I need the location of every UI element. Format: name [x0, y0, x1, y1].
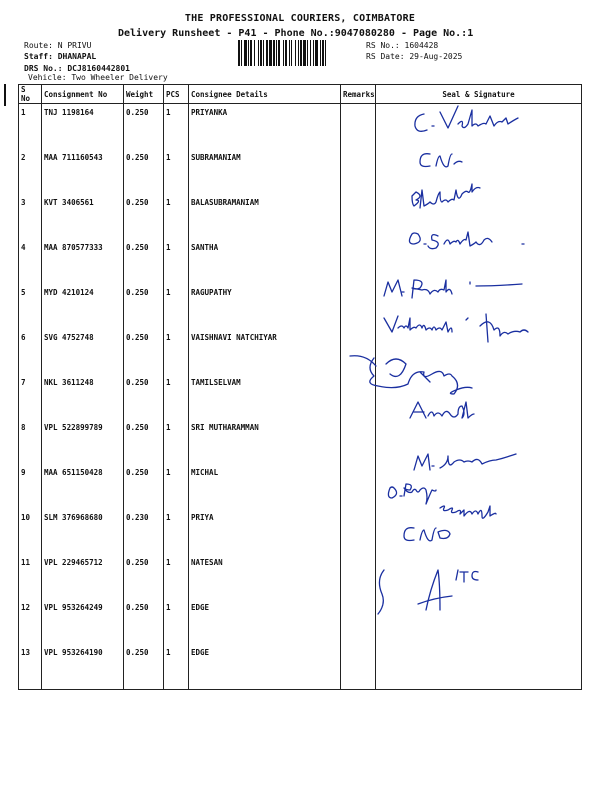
consignment-no: VPL 229465712	[42, 554, 124, 599]
pcs: 1	[164, 599, 189, 644]
consignee: RAGUPATHY	[189, 284, 341, 329]
weight: 0.250	[124, 284, 164, 329]
drs-number: DRS No.: DCJ8160442801	[24, 64, 130, 73]
pcs: 1	[164, 329, 189, 374]
vehicle-label: Vehicle: Two Wheeler Delivery	[28, 73, 168, 82]
col-pcs: PCS	[164, 85, 189, 104]
consignee: VAISHNAVI NATCHIYAR	[189, 329, 341, 374]
col-weight: Weight	[124, 85, 164, 104]
sno: 9	[19, 464, 42, 509]
weight: 0.250	[124, 149, 164, 194]
consignment-no: NKL 3611248	[42, 374, 124, 419]
weight: 0.250	[124, 644, 164, 690]
consignee: NATESAN	[189, 554, 341, 599]
sno: 8	[19, 419, 42, 464]
consignee: SANTHA	[189, 239, 341, 284]
consignee: BALASUBRAMANIAM	[189, 194, 341, 239]
col-consignment: Consignment No	[42, 85, 124, 104]
consignment-no: KVT 3406561	[42, 194, 124, 239]
sno: 4	[19, 239, 42, 284]
weight: 0.250	[124, 239, 164, 284]
consignee: MICHAL	[189, 464, 341, 509]
consignment-no: SVG 4752748	[42, 329, 124, 374]
sno: 3	[19, 194, 42, 239]
pcs: 1	[164, 194, 189, 239]
sno: 5	[19, 284, 42, 329]
weight: 0.250	[124, 599, 164, 644]
weight: 0.230	[124, 509, 164, 554]
consignment-no: MAA 870577333	[42, 239, 124, 284]
consignee: PRIYANKA	[189, 104, 341, 150]
weight: 0.250	[124, 374, 164, 419]
sno: 6	[19, 329, 42, 374]
pcs: 1	[164, 374, 189, 419]
pcs: 1	[164, 419, 189, 464]
rs-date: RS Date: 29-Aug-2025	[366, 52, 463, 61]
sno: 7	[19, 374, 42, 419]
consignment-no: SLM 376968680	[42, 509, 124, 554]
company-title: THE PROFESSIONAL COURIERS, COIMBATORE	[184, 13, 416, 24]
pcs: 1	[164, 104, 189, 150]
consignment-no: VPL 953264249	[42, 599, 124, 644]
sno: 10	[19, 509, 42, 554]
consignee: SUBRAMANIAM	[189, 149, 341, 194]
weight: 0.250	[124, 104, 164, 150]
consignee: TAMILSELVAM	[189, 374, 341, 419]
consignee: PRIYA	[189, 509, 341, 554]
pcs: 1	[164, 149, 189, 194]
sno: 13	[19, 644, 42, 690]
consignment-no: VPL 522899789	[42, 419, 124, 464]
pcs: 1	[164, 644, 189, 690]
runsheet-subtitle: Delivery Runsheet - P41 - Phone No.:9047080280 - Page No.:1	[118, 28, 474, 39]
weight: 0.250	[124, 194, 164, 239]
pcs: 1	[164, 509, 189, 554]
weight: 0.250	[124, 554, 164, 599]
col-consignee: Consignee Details	[189, 85, 341, 104]
col-sno: S No	[19, 85, 42, 104]
col-remarks: Remarks	[341, 85, 376, 104]
pcs: 1	[164, 239, 189, 284]
consignment-no: MAA 711160543	[42, 149, 124, 194]
pcs: 1	[164, 284, 189, 329]
pcs: 1	[164, 554, 189, 599]
weight: 0.250	[124, 329, 164, 374]
consignment-no: VPL 953264190	[42, 644, 124, 690]
col-signature: Seal & Signature	[376, 85, 582, 104]
weight: 0.250	[124, 419, 164, 464]
consignee: EDGE	[189, 644, 341, 690]
consignment-no: MYD 4210124	[42, 284, 124, 329]
rs-number: RS No.: 1604428	[366, 41, 439, 50]
pcs: 1	[164, 464, 189, 509]
sno: 11	[19, 554, 42, 599]
consignment-no: TNJ 1198164	[42, 104, 124, 150]
sno: 2	[19, 149, 42, 194]
route-label: Route: N PRIVU	[24, 41, 92, 50]
staff-label: Staff: DHANAPAL	[24, 52, 97, 61]
sno: 12	[19, 599, 42, 644]
consignee: SRI MUTHARAMMAN	[189, 419, 341, 464]
consignee: EDGE	[189, 599, 341, 644]
sno: 1	[19, 104, 42, 150]
weight: 0.250	[124, 464, 164, 509]
consignment-no: MAA 651150428	[42, 464, 124, 509]
